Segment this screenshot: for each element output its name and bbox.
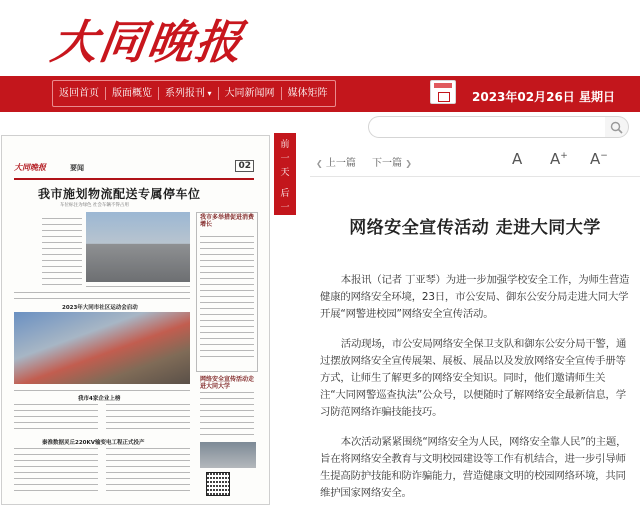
- paper-story-power[interactable]: 秦淮数据灵丘220KV输变电工程正式投产: [42, 440, 145, 446]
- issue-weekday: 星期日: [579, 90, 616, 104]
- nav-series-dropdown[interactable]: 系列报刊 ▾: [159, 81, 218, 106]
- font-increase-button[interactable]: [550, 150, 568, 168]
- newspaper-page-thumbnail[interactable]: [1, 135, 270, 505]
- article-toolbar: [310, 152, 640, 172]
- paper-photo-games[interactable]: [14, 312, 190, 384]
- font-decrease-button[interactable]: [590, 150, 608, 168]
- calendar-icon[interactable]: [430, 80, 456, 104]
- article-paragraph: 本次活动紧紧围绕“网络安全为人民，网络安全靠人民”的主题，旨在将网络安全教育与文明校园建设等工作有机结合，进一步引导师生提高防护技能和防诈骗能力，营造健康文明的校园网络环境，共同维护国家网络安全。: [320, 435, 627, 500]
- paper-photo-side[interactable]: [200, 442, 256, 468]
- next-article-label: 下一篇: [372, 158, 402, 169]
- nav-news-site-link[interactable]: 大同新闻网: [224, 88, 275, 99]
- minus-icon: −: [600, 151, 608, 161]
- search-icon: [610, 121, 623, 134]
- article-body: [320, 272, 630, 505]
- paper-headline[interactable]: 我市施划物流配送专属停车位: [38, 187, 201, 201]
- chevron-right-icon: ❯: [405, 159, 412, 168]
- next-day-link[interactable]: [274, 187, 296, 229]
- nav-menu: [52, 80, 336, 107]
- paper-photo-parking[interactable]: [86, 212, 190, 282]
- font-decrease-glyph: A: [590, 150, 601, 168]
- paper-header: [14, 162, 254, 180]
- issue-date-value: 2023年02月26日: [472, 90, 575, 104]
- search-input[interactable]: [368, 116, 606, 138]
- paper-story-enterprises[interactable]: 我市4家企业上榜: [78, 396, 121, 402]
- article-paragraph: 本报讯（记者 丁亚琴）为进一步加强学校安全工作，为师生营造健康的网络安全环境，23日，市公安局、御东公安分局走进大同大学开展“网警进校园”网络安全宣传活动。: [320, 274, 630, 321]
- day-switch-strip: [274, 133, 296, 227]
- nav-home-link[interactable]: 返回首页: [59, 88, 99, 99]
- plus-icon: +: [560, 151, 568, 161]
- paper-side-story-1[interactable]: 我市多举措促进消费增长: [200, 214, 255, 228]
- prev-article-label: 上一篇: [325, 158, 356, 169]
- issue-date: [472, 88, 615, 105]
- toolbar-divider: [310, 176, 640, 177]
- next-day-label: 后一天: [280, 189, 290, 227]
- search-button[interactable]: [605, 116, 629, 138]
- site-logo[interactable]: 大同晚报: [47, 15, 248, 69]
- nav-layout-overview-link[interactable]: 版面概览: [112, 88, 152, 99]
- paper-qr-code: [206, 472, 230, 496]
- nav-media-matrix-link[interactable]: 媒体矩阵: [287, 88, 328, 99]
- font-normal-button[interactable]: A: [512, 150, 523, 168]
- paper-story-games[interactable]: 2023年大同市社区运动会启动: [62, 305, 138, 311]
- article-title: 网络安全宣传活动 走进大同大学: [349, 218, 601, 238]
- chevron-left-icon: ❮: [316, 159, 323, 168]
- prev-article-button[interactable]: [316, 154, 356, 169]
- prev-day-link[interactable]: [274, 138, 296, 180]
- next-article-button[interactable]: [372, 154, 412, 169]
- paper-side-story-2[interactable]: 网络安全宣传活动走进大同大学: [200, 376, 255, 390]
- paper-logo: 大同晚报: [14, 163, 46, 172]
- strip-gap: [274, 180, 296, 187]
- prev-day-label: 前一天: [280, 140, 290, 178]
- search-bar: [300, 112, 640, 142]
- paper-section: 要闻: [70, 164, 84, 172]
- paper-page-number: 02: [235, 160, 254, 172]
- font-increase-glyph: A: [550, 150, 561, 168]
- paper-subheadline: 车位标注为绿色 社会车辆不得占用: [60, 203, 129, 208]
- masthead: [0, 0, 640, 76]
- article-paragraph: 活动现场，市公安局网络安全保卫支队和御东公安分局干警，通过摆放网络安全宣传展架、展板、展品以及发放网络安全宣传手册等方式，让师生了解更多的网络安全知识。同时，他们邀请师生关注“大同网警巡查执法”公众号，以便随时了解网络安全最新信息，学习防范网络诈骗技能技巧。: [320, 337, 627, 419]
